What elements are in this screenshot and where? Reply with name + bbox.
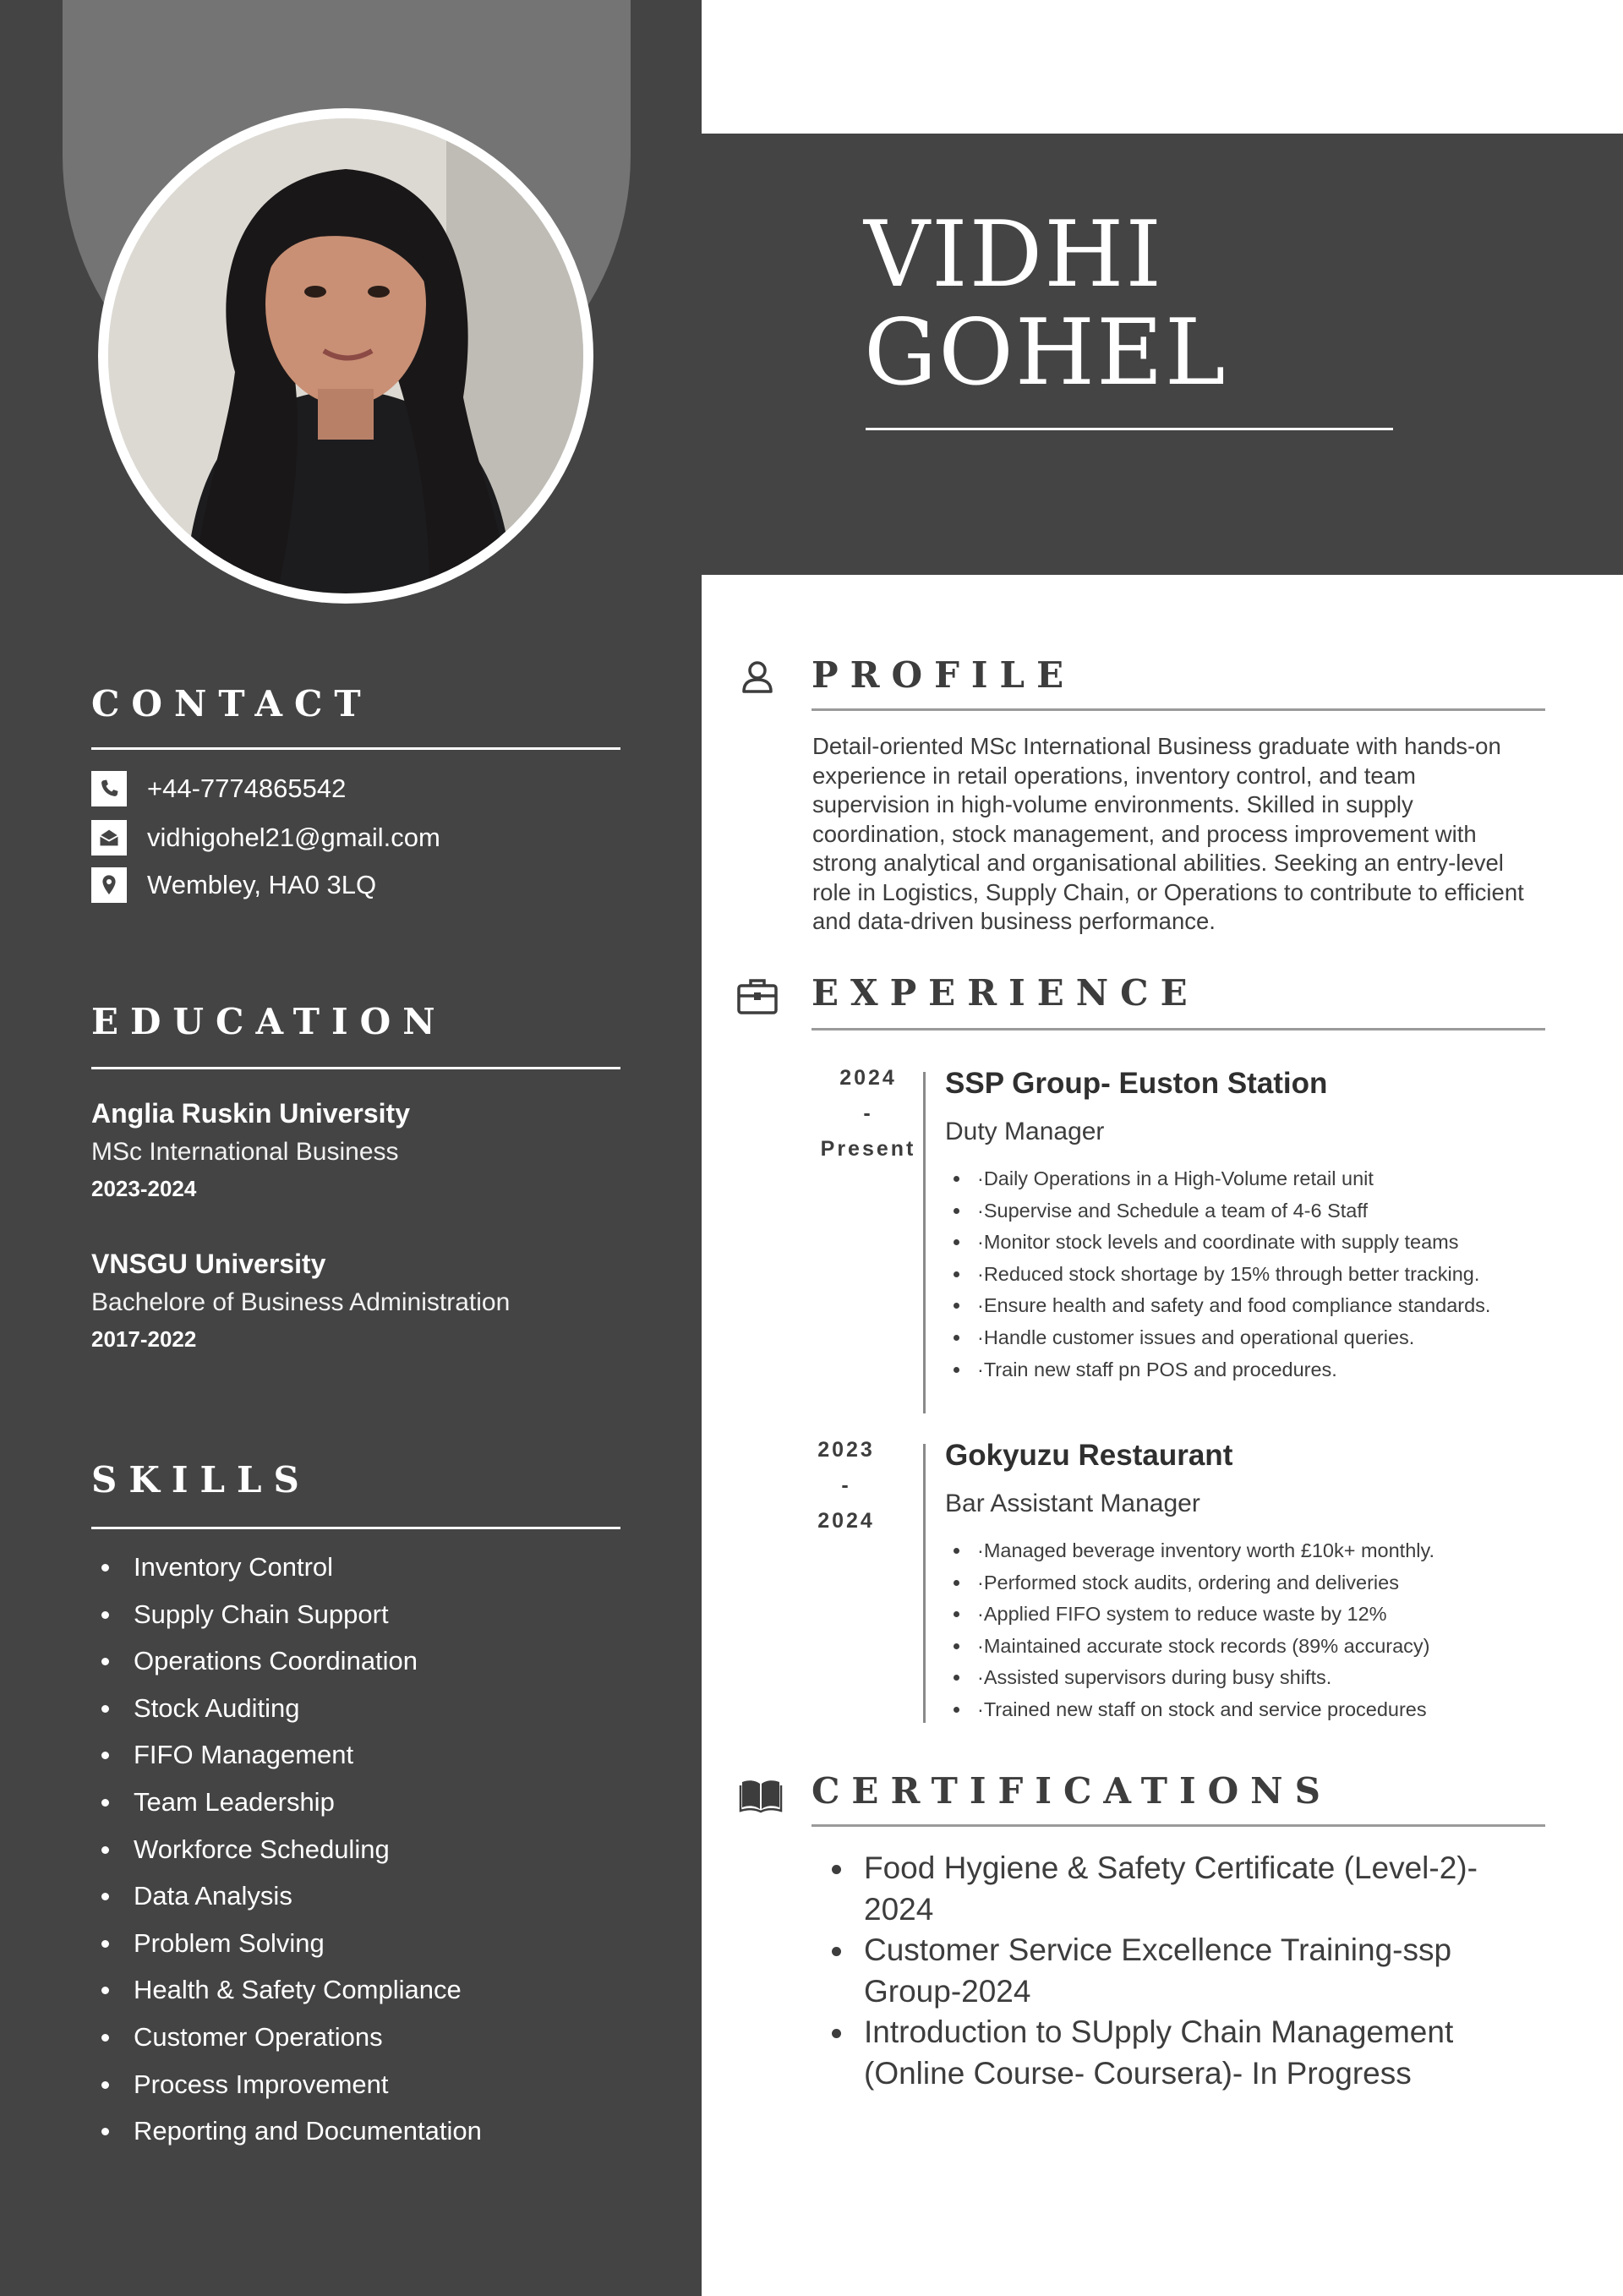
certifications-divider — [812, 1824, 1545, 1827]
job-company: SSP Group- Euston Station — [945, 1067, 1328, 1100]
list-item: ·Daily Operations in a High-Volume retail unit — [945, 1163, 1537, 1195]
job-role: Duty Manager — [945, 1118, 1105, 1145]
list-item: ·Supervise and Schedule a team of 4-6 Staff — [945, 1195, 1537, 1227]
list-item: Workforce Scheduling — [91, 1826, 482, 1873]
person-icon — [735, 656, 779, 700]
profile-divider — [812, 708, 1545, 711]
list-item: ·Monitor stock levels and coordinate with supply teams — [945, 1227, 1537, 1259]
education-divider — [91, 1067, 620, 1069]
book-icon — [739, 1772, 783, 1816]
job-end-year: Present — [820, 1137, 916, 1161]
job-date-separator: - — [841, 1473, 851, 1497]
location-text: Wembley, HA0 3LQ — [147, 870, 377, 899]
job-date-separator: - — [863, 1102, 873, 1125]
list-item: Process Improvement — [91, 2061, 482, 2108]
education-heading: EDUCATION — [91, 1001, 447, 1042]
list-item: ·Ensure health and safety and food compliance standards. — [945, 1290, 1537, 1322]
skills-heading: SKILLS — [91, 1459, 311, 1501]
list-item: Stock Auditing — [91, 1685, 482, 1732]
education-school: Anglia Ruskin University — [91, 1098, 410, 1129]
job-start-year: 2023 — [817, 1438, 875, 1462]
list-item: ·Assisted supervisors during busy shifts. — [945, 1662, 1537, 1694]
list-item: Problem Solving — [91, 1920, 482, 1967]
timeline-line — [923, 1072, 926, 1413]
briefcase-icon — [735, 974, 779, 1018]
email-address: vidhigohel21@gmail.com — [147, 823, 440, 852]
list-item: FIFO Management — [91, 1731, 482, 1779]
skills-divider — [91, 1527, 620, 1529]
first-name: VIDHI — [864, 202, 1164, 308]
job-start-year: 2024 — [839, 1066, 897, 1090]
list-item: ·Maintained accurate stock records (89% accuracy) — [945, 1631, 1537, 1663]
email-icon — [91, 820, 127, 856]
list-item: Health & Safety Compliance — [91, 1966, 482, 2014]
list-item: Introduction to SUpply Chain Management (Online Course- Coursera)- In Progress — [828, 2012, 1547, 2094]
timeline-line — [923, 1444, 926, 1723]
list-item: Team Leadership — [91, 1779, 482, 1826]
job-end-year: 2024 — [817, 1509, 875, 1533]
education-item — [91, 1244, 510, 1356]
list-item: ·Handle customer issues and operational queries. — [945, 1322, 1537, 1354]
profile-summary: Detail-oriented MSc International Business graduate with hands-on experience in retail operations, inventory control, and team supervision in high-volume environments. Skilled in supply coordination, stock management, and process improvement with strong analytical and organisational abilities. Seeking an entry-level role in Logistics, Supply Chain, or Operations to contribute to efficient and data-driven business performance. — [812, 733, 1524, 934]
list-item: ·Managed beverage inventory worth £10k+ monthly. — [945, 1535, 1537, 1567]
sidebar — [0, 0, 702, 2296]
experience-divider — [812, 1028, 1545, 1030]
profile-heading: PROFILE — [812, 654, 1076, 696]
list-item: ·Performed stock audits, ordering and deliveries — [945, 1567, 1537, 1599]
education-school: VNSGU University — [91, 1249, 326, 1279]
contact-email[interactable] — [91, 820, 440, 856]
skills-list — [91, 1544, 482, 2155]
list-item: Customer Operations — [91, 2014, 482, 2061]
last-name: GOHEL — [864, 300, 1227, 406]
job-company: Gokyuzu Restaurant — [945, 1439, 1233, 1472]
education-degree: Bachelore of Business Administration — [91, 1288, 511, 1316]
job-role: Bar Assistant Manager — [945, 1490, 1200, 1517]
list-item: ·Reduced stock shortage by 15% through better tracking. — [945, 1259, 1537, 1291]
certifications-list — [828, 1848, 1547, 2094]
education-item — [91, 1094, 410, 1205]
list-item: Food Hygiene & Safety Certificate (Level-2)- 2024 — [828, 1848, 1547, 1930]
contact-divider — [91, 747, 620, 750]
job-duties-list — [945, 1535, 1537, 1726]
job-dates — [813, 1060, 923, 1167]
contact-phone[interactable] — [91, 771, 346, 806]
list-item: Inventory Control — [91, 1544, 482, 1591]
job-duties-list — [945, 1163, 1537, 1386]
list-item: ·Train new staff pn POS and procedures. — [945, 1354, 1537, 1386]
education-years: 2017-2022 — [91, 1326, 197, 1352]
contact-location — [91, 867, 376, 903]
location-pin-icon — [91, 867, 127, 903]
phone-number: +44-7774865542 — [147, 774, 347, 803]
full-name — [864, 202, 1227, 406]
list-item: Reporting and Documentation — [91, 2107, 482, 2155]
education-years: 2023-2024 — [91, 1176, 197, 1201]
list-item: ·Applied FIFO system to reduce waste by 12% — [945, 1599, 1537, 1631]
list-item: Supply Chain Support — [91, 1591, 482, 1638]
name-divider — [866, 428, 1393, 430]
list-item: Operations Coordination — [91, 1637, 482, 1685]
job-dates — [791, 1432, 901, 1539]
profile-photo — [108, 118, 583, 593]
phone-icon — [91, 771, 127, 806]
list-item: Data Analysis — [91, 1872, 482, 1920]
certifications-heading: CERTIFICATIONS — [812, 1770, 1332, 1812]
experience-heading: EXPERIENCE — [812, 972, 1199, 1014]
list-item: ·Trained new staff on stock and service procedures — [945, 1694, 1537, 1726]
list-item: Customer Service Excellence Training-ssp Group-2024 — [828, 1930, 1547, 2012]
portrait-illustration — [108, 118, 583, 593]
contact-heading: CONTACT — [91, 683, 373, 724]
education-degree: MSc International Business — [91, 1138, 399, 1166]
